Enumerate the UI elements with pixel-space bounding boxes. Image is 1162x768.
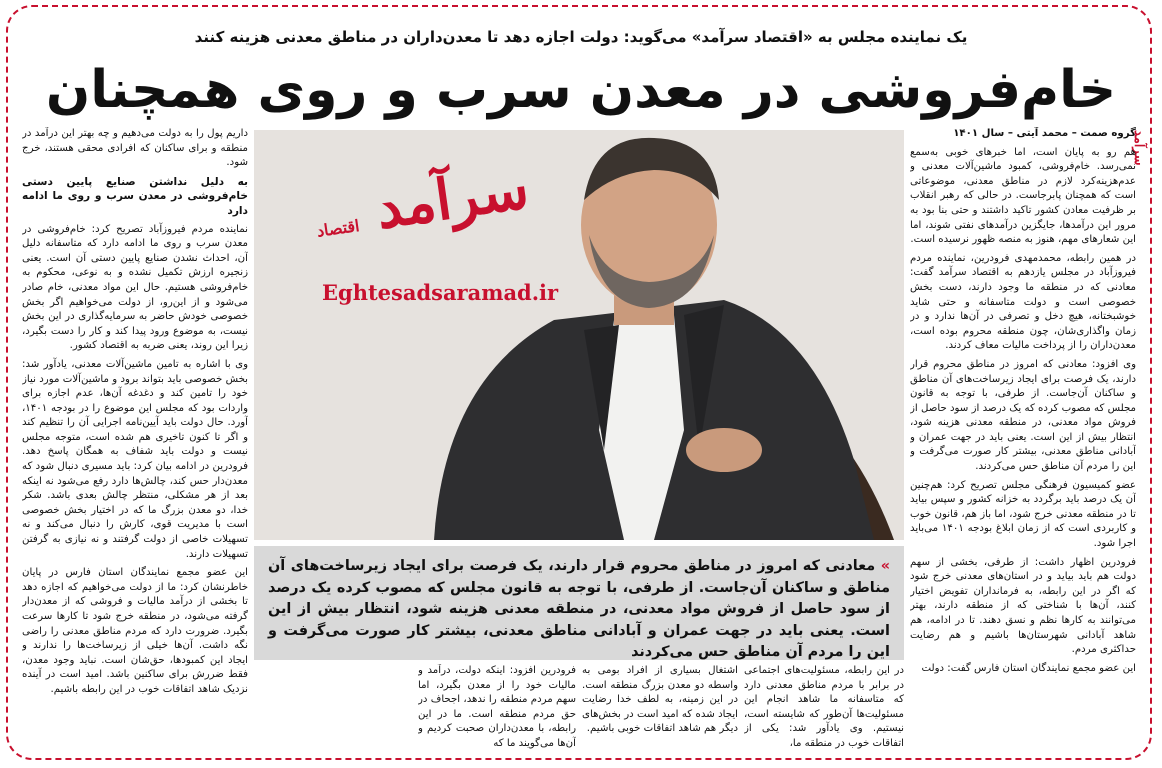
bottom-column-1: در این رابطه، مسئولیت‌های اجتماعی در برابر با مردم مناطق معدنی دارد که متاسفانه ما شاهد انجام این مسئولیت‌ها آن‌طور که شایسته است، نیستیم. وی یادآور شد: یکی از اتفاقات خوب در منطقه ما، — [744, 665, 904, 749]
paragraph: عضو کمیسیون فرهنگی مجلس تصریح کرد: هم‌چنین آن یک درصد باید برگردد به خزانه کشور و سپس بیاید تا در منطقه معدنی خرج شود، اما باز هم، قانون خوب و کاربردی است که از زمان ابلاغ بودجه ۱۴۰۱ می‌باید اجرا شود. — [910, 479, 1136, 550]
website-url: Eghtesadsaramad.ir — [322, 280, 559, 305]
bottom-column-4 — [254, 664, 412, 756]
saramad-logo-mark: سرآمد — [1131, 130, 1146, 166]
interview-photo — [254, 130, 904, 540]
pull-quote — [254, 546, 904, 660]
byline: گروه صمت – محمد آیتی – سال ۱۴۰۱ — [953, 128, 1136, 139]
kicker: یک نماینده مجلس به «اقتصاد سرآمد» می‌گوید: دولت اجازه دهد تا معدن‌داران در مناطق معدنی هزینه کنند — [194, 28, 968, 46]
brand-name: سرآمد — [372, 155, 533, 242]
headline: خام‌فروشی در معدن سرب و روی همچنان — [45, 60, 1117, 120]
quote-mark: » — [880, 558, 891, 574]
paragraph: داریم پول را به دولت می‌دهیم و چه بهتر این درآمد در منطقه و برای ساکنان که افرادی محقی هستند، خرج شود. — [22, 128, 248, 169]
left-column — [22, 127, 248, 752]
bottom-column-3: فرودرین افزود: اینکه دولت، درآمد و مالیات خود را از معدن بگیرد، اما سهم مردم منطقه را ندهد، اجحاف در حق مردم منطقه است. ما در این رابطه، با معدن‌داران صحبت کردیم و آن‌ها می‌گویند ما که — [418, 665, 576, 749]
bottom-column-2: اشتغال بسیاری از افراد بومی به واسطه دو معدن بزرگ منطقه است. در این زمینه، به لطف خدا رضایت ایجاد شده که امید است در بخش‌های دیگر هم شاهد اتفاقات خوبی باشیم. — [582, 665, 738, 735]
paragraph: این عضو مجمع نمایندگان استان فارس در پایان خاطرنشان کرد: ما از دولت می‌خواهیم که اجازه دهد تا بخشی از درآمد مالیات و فروشی که از معدن‌دار گرفته می‌شود، در منطقه خرج شود تا کارها سرعت بگیرد. ضرورت دارد که مردم مناطق معدنی را راضی نگه داشت. آن‌ها خیلی از زیرساخت‌ها را ندارند و ایجاد این کمبودها، حق‌شان است. نباید وجود معدن، فقط ضررش برای ساکنین باشد. امید است در آینده نزدیک شاهد اتفاقات خوب در این رابطه باشیم. — [22, 567, 248, 695]
brand-sub: اقتصاد — [315, 215, 361, 241]
paragraph: وی افزود: معادنی که امروز در مناطق محروم قرار دارند، یک فرصت برای ایجاد زیرساخت‌های آن مناطق و ساکنان آن‌جاست. از طرفی، با توجه به قانون مجلس که مصوب کرده که یک درصد از سود حاصل از فروش مواد معدنی، در منطقه معدنی هزینه شود، انتظار بیش از این است. یعنی باید در جهت عمران و آبادانی مناطق معدنی، بیشتر کار صورت می‌گرفت و این را مردم آن مناطق حس می‌کردند. — [910, 358, 1136, 473]
paragraph: فرودرین اظهار داشت: از طرفی، بخشی از سهم دولت هم باید بیاید و در استان‌های معدنی خرج شود که اگر در این رابطه، به فرمانداران تفویض اختیار کنند، آن‌ها با شناختی که از منطقه دارند، بهتر می‌توانند به کارها نظم و نسق دهند. تا در ادامه، هم شاهد آبادانی شهرستان‌ها باشیم و هم رضایت حداکثری مردم. — [910, 556, 1136, 656]
paragraph: نماینده مردم فیروزآباد تصریح کرد: خام‌فروشی در معدن سرب و روی ما ادامه دارد که متاسفانه دلیل آن، احداث نشدن صنایع پایین دستی آن است. یعنی زنجیره ارزش تکمیل نشده و به نوعی، محکوم به خام‌فروشی هستیم. حال این مواد معدنی، خام صادر می‌شود و از این‌رو، از دولت می‌خواهیم اگر بخش خصوصی خودش حاضر به سرمایه‌گذاری در این بخش نیست، به موضوع ورود پیدا کند و کار را دست بگیرد، زیرا این روند، یعنی ضربه به اقتصاد کشور. — [22, 223, 248, 352]
paragraph: وی با اشاره به تامین ماشین‌آلات معدنی، یادآور شد: بخش خصوصی باید بتواند برود و ماشین‌آلات مورد نیاز خود را تامین کند و دغدغه آن‌ها، عدم اجازه برای واردات بود که مجلس این موضوع را در بودجه ۱۴۰۱، آورد. حال دولت باید آیین‌نامه اجرایی آن را تنظیم کند و اگر تا کنون تاخیری هم شده است، متوجه مجلس نیست و دولت باید شفاف به همگان پاسخ دهد. فرودرین در ادامه بیان کرد: باید مسیری دنبال شود که معدن‌دار حس کند، چالش‌ها دارد رفع می‌شود نه اینکه بعد از هر مشکلی، منتظر چالش بعدی باشد. شکر خدا، دو معدن بزرگ ما که در اختیار بخش خصوصی است با مدیریت قوی، کارش را دنبال می‌کند و نه تسهیلات خاصی از دولت گرفتند و نه نیازی به گرفتن تسهیلات دارند. — [22, 358, 248, 560]
paragraph: در همین رابطه، محمدمهدی فرودرین، نماینده مردم فیروزآباد در مجلس یازدهم به اقتصاد سرآمد گفت: معادنی که در منطقه ما وجود دارند، دست بخش خصوصی است و دولت متاسفانه و حتی شاید خوشبختانه، هیچ دخل و تصرفی در آن‌ها ندارد و در زمان واگذاری‌شان، چون منطقه محروم بوده است، معدن‌داران را از پرداخت مالیات معاف کردند. — [910, 252, 1136, 352]
paragraph: هم رو به پایان است، اما خبرهای خوبی به‌سمع نمی‌رسد. خام‌فروشی، کمبود ماشین‌آلات معدنی و عدم‌هزینه‌کرد لازم در مناطق معدنی، موضوعاتی است که همچنان پابرجاست. در حالی که رهبر انقلاب بر ظرفیت معادن کشور تاکید داشتند و حتی بنا بود به مرور این درآمدها، جایگزین درآمدهای نفتی شوند، اما این شعارهای مهم، هنوز به منصه ظهور نرسیده است. — [910, 146, 1136, 246]
subheading: به دلیل نداشتن صنایع پایین دستی خام‌فروشی در معدن سرب و روی ما ادامه دارد — [22, 175, 248, 217]
quote-text: معادنی که امروز در مناطق محروم قرار دارند، یک فرصت برای ایجاد زیرساخت‌های آن مناطق و ساکنان آن‌جاست. از طرفی، با توجه به قانون مجلس که مصوب کرده یک درصد از سود حاصل از فروش مواد معدنی، در منطقه معدنی هزینه شود، انتظار بیش از این است. یعنی باید در جهت عمران و آبادانی مناطق معدنی، بیشتر کار صورت می‌گرفت و این را مردم آن مناطق حس می‌کردند — [268, 558, 890, 660]
paragraph: این عضو مجمع نمایندگان استان فارس گفت: دولت — [921, 662, 1136, 674]
right-column — [910, 127, 1136, 752]
